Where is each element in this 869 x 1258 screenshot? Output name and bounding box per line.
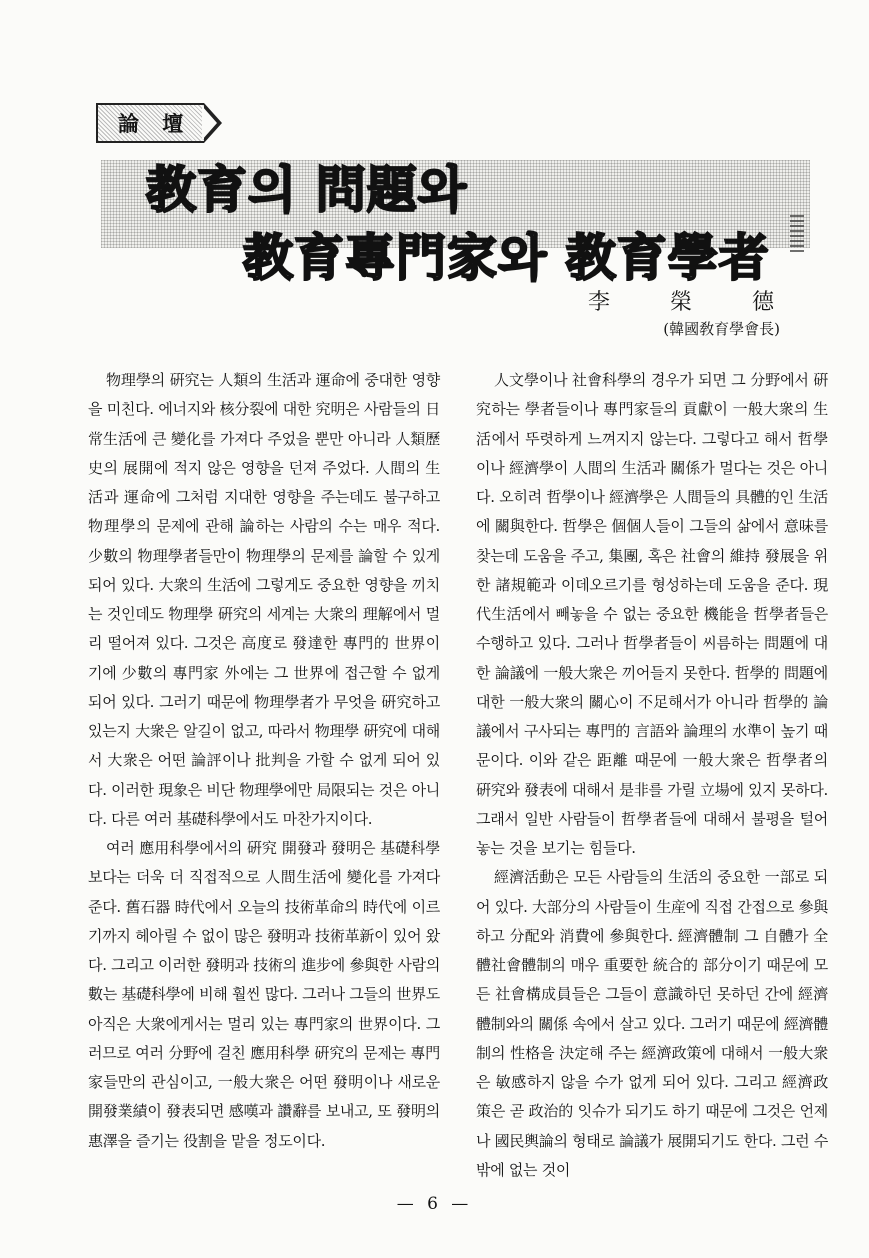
author-affiliation: (韓國敎育學會長) <box>663 320 780 338</box>
body-paragraph: 人文學이나 社會科學의 경우가 되면 그 分野에서 硏究하는 學者들이나 專門家들의 貢獻이 一般大衆의 生活에서 뚜렷하게 느껴지지 않는다. 그렇다고 해서 哲學이나 經濟學이 人間의 生活과 關係가 멀다는 것은 아니다. 오히려 哲學이나 經濟學은 人間들의 具體的인 生活에 關與한다. 哲學은 個個人들이 그들의 삶에서 意味를 찾는데 도움을 주고, 集團, 혹은 社會의 維持 發展을 위한 諸規範과 이데오르기를 형성하는데 도움을 준다. 現代生活에서 빼놓을 수 없는 중요한 機能을 哲學者들은 수행하고 있다. 그러나 哲學者들이 씨름하는 問題에 대한 論議에 一般大衆은 끼어들지 못한다. 哲學的 問題에 대한 一般大衆의 關心이 不足해서가 아니라 哲學的 論議에서 구사되는 專門的 言語와 論理의 水準이 높기 때문이다. 이와 같은 距離 때문에 一般大衆은 哲學者의 硏究와 發表에 대해서 是非를 가릴 立場에 있지 못하다. 그래서 일반 사람들이 哲學者들에 대해서 불평을 털어놓는 것을 보기는 힘들다. <box>476 371 829 857</box>
body-column-left <box>88 366 440 1156</box>
body-paragraph: 經濟活動은 모든 사람들의 生活의 중요한 一部로 되어 있다. 大部分의 사람들이 生産에 직접 간접으로 參與하고 分配와 消費에 參與한다. 經濟體制 그 自體가 全體社會體制의 매우 重要한 統合的 部分이기 때문에 모든 社會構成員들은 그들이 意識하던 못하던 간에 經濟體制와의 關係 속에서 살고 있다. 그러기 때문에 經濟體制의 性格을 決定해 주는 經濟政策에 대해서 一般大衆은 敏感하지 않을 수가 없게 되어 있다. 그리고 經濟政策은 곧 政治的 잇슈가 되기도 하기 때문에 그것은 언제나 國民輿論의 형태로 論議가 展開되기도 한다. 그런 수 밖에 없는 것이 <box>476 868 829 1179</box>
page-number: — 6 — <box>396 1194 473 1214</box>
category-tag-arrow <box>204 103 222 143</box>
article-title-line1: 教育의 問題와 <box>146 160 468 219</box>
body-paragraph: 여러 應用科學에서의 硏究 開發과 發明은 基礎科學보다는 더욱 더 직접적으로 人間生活에 變化를 가져다 준다. 舊石器 時代에서 오늘의 技術革命의 時代에 이르기까지 헤아릴 수 없이 많은 發明과 技術革新이 있어 왔다. 그리고 이러한 發明과 技術의 進步에 參與한 사람의 數는 基礎科學에 비해 훨씬 많다. 그러나 그들의 世界도 아직은 大衆에게서는 멀리 있는 專門家의 世界이다. 그러므로 여러 分野에 걸친 應用科學 硏究의 문제는 專門家들만의 관심이고, 一般大衆은 어떤 發明이나 새로운 開發業績이 發表되면 感嘆과 讚辭를 보내고, 또 發明의 惠澤을 즐기는 役割을 맡을 정도이다. <box>88 839 441 1150</box>
article-title-line2: 教育專門家와 教育學者 <box>243 228 770 287</box>
author-name: 李榮德 <box>588 290 835 315</box>
category-tag <box>96 103 204 143</box>
category-tag-label: 論 壇 <box>118 111 192 136</box>
body-column-right <box>476 366 828 1185</box>
body-paragraph: 物理學의 硏究는 人類의 生活과 運命에 중대한 영향을 미친다. 에너지와 核分裂에 대한 究明은 사람들의 日常生活에 큰 變化를 가져다 주었을 뿐만 아니라 人類歷史의 展開에 적지 않은 영향을 던져 주었다. 人間의 生活과 運命에 그처럼 지대한 영향을 주는데도 불구하고 物理學의 문제에 관해 論하는 사람의 수는 매우 적다. 少數의 物理學者들만이 物理學의 문제를 論할 수 있게 되어 있다. 大衆의 生活에 그렇게도 중요한 영향을 끼치는 것인데도 物理學 硏究의 세계는 大衆의 理解에서 멀리 떨어져 있다. 그것은 高度로 發達한 專門的 世界이기에 少數의 專門家 外에는 그 世界에 접근할 수 없게 되어 있다. 그러기 때문에 物理學者가 무엇을 硏究하고 있는지 大衆은 알길이 없고, 따라서 物理學 硏究에 대해서 大衆은 어떤 論評이나 批判을 가할 수 없게 되어 있다. 이러한 現象은 비단 物理學에만 局限되는 것은 아니다. 다른 여러 基礎科學에서도 마찬가지이다. <box>88 371 440 828</box>
decorative-seal-mark <box>790 212 804 252</box>
